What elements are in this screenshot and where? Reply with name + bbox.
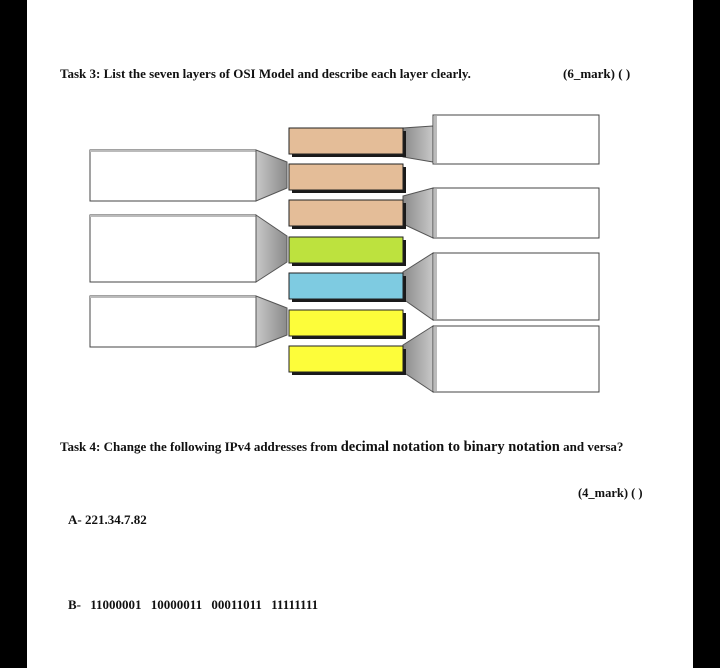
right-box-2 bbox=[403, 188, 599, 238]
task4-title-part2: decimal notation to binary notation bbox=[340, 439, 560, 455]
right-box-1 bbox=[403, 115, 599, 164]
document-page bbox=[27, 0, 693, 668]
left-box-3 bbox=[90, 296, 287, 347]
task4-question bbox=[60, 437, 640, 457]
osi-layer-3 bbox=[289, 200, 406, 229]
task4-title-part1: Task 4: Change the following IPv4 addresses from bbox=[60, 439, 341, 454]
item-b-binary-address: B- 11000001 10000011 00011011 11111111 bbox=[68, 597, 319, 612]
right-box-4 bbox=[403, 326, 599, 392]
task3-question: Task 3: List the seven layers of OSI Model and describe each layer clearly. bbox=[60, 66, 471, 81]
osi-layer-2 bbox=[289, 164, 406, 193]
task4-title-part3: and versa? bbox=[559, 439, 624, 454]
right-box-3 bbox=[403, 253, 599, 320]
left-box-1 bbox=[90, 150, 287, 201]
left-box-2 bbox=[90, 215, 287, 282]
item-a-decimal-address: A- 221.34.7.82 bbox=[68, 512, 147, 527]
osi-layer-6 bbox=[289, 310, 406, 339]
osi-layer-7 bbox=[289, 346, 406, 375]
osi-layer-4 bbox=[289, 237, 406, 266]
osi-diagram bbox=[27, 0, 693, 420]
task3-marks: (6_mark) ( ) bbox=[563, 66, 631, 81]
osi-layer-stack bbox=[289, 128, 406, 375]
osi-layer-1 bbox=[289, 128, 406, 157]
osi-layer-5 bbox=[289, 273, 406, 302]
task4-marks: (4_mark) ( ) bbox=[578, 486, 643, 500]
